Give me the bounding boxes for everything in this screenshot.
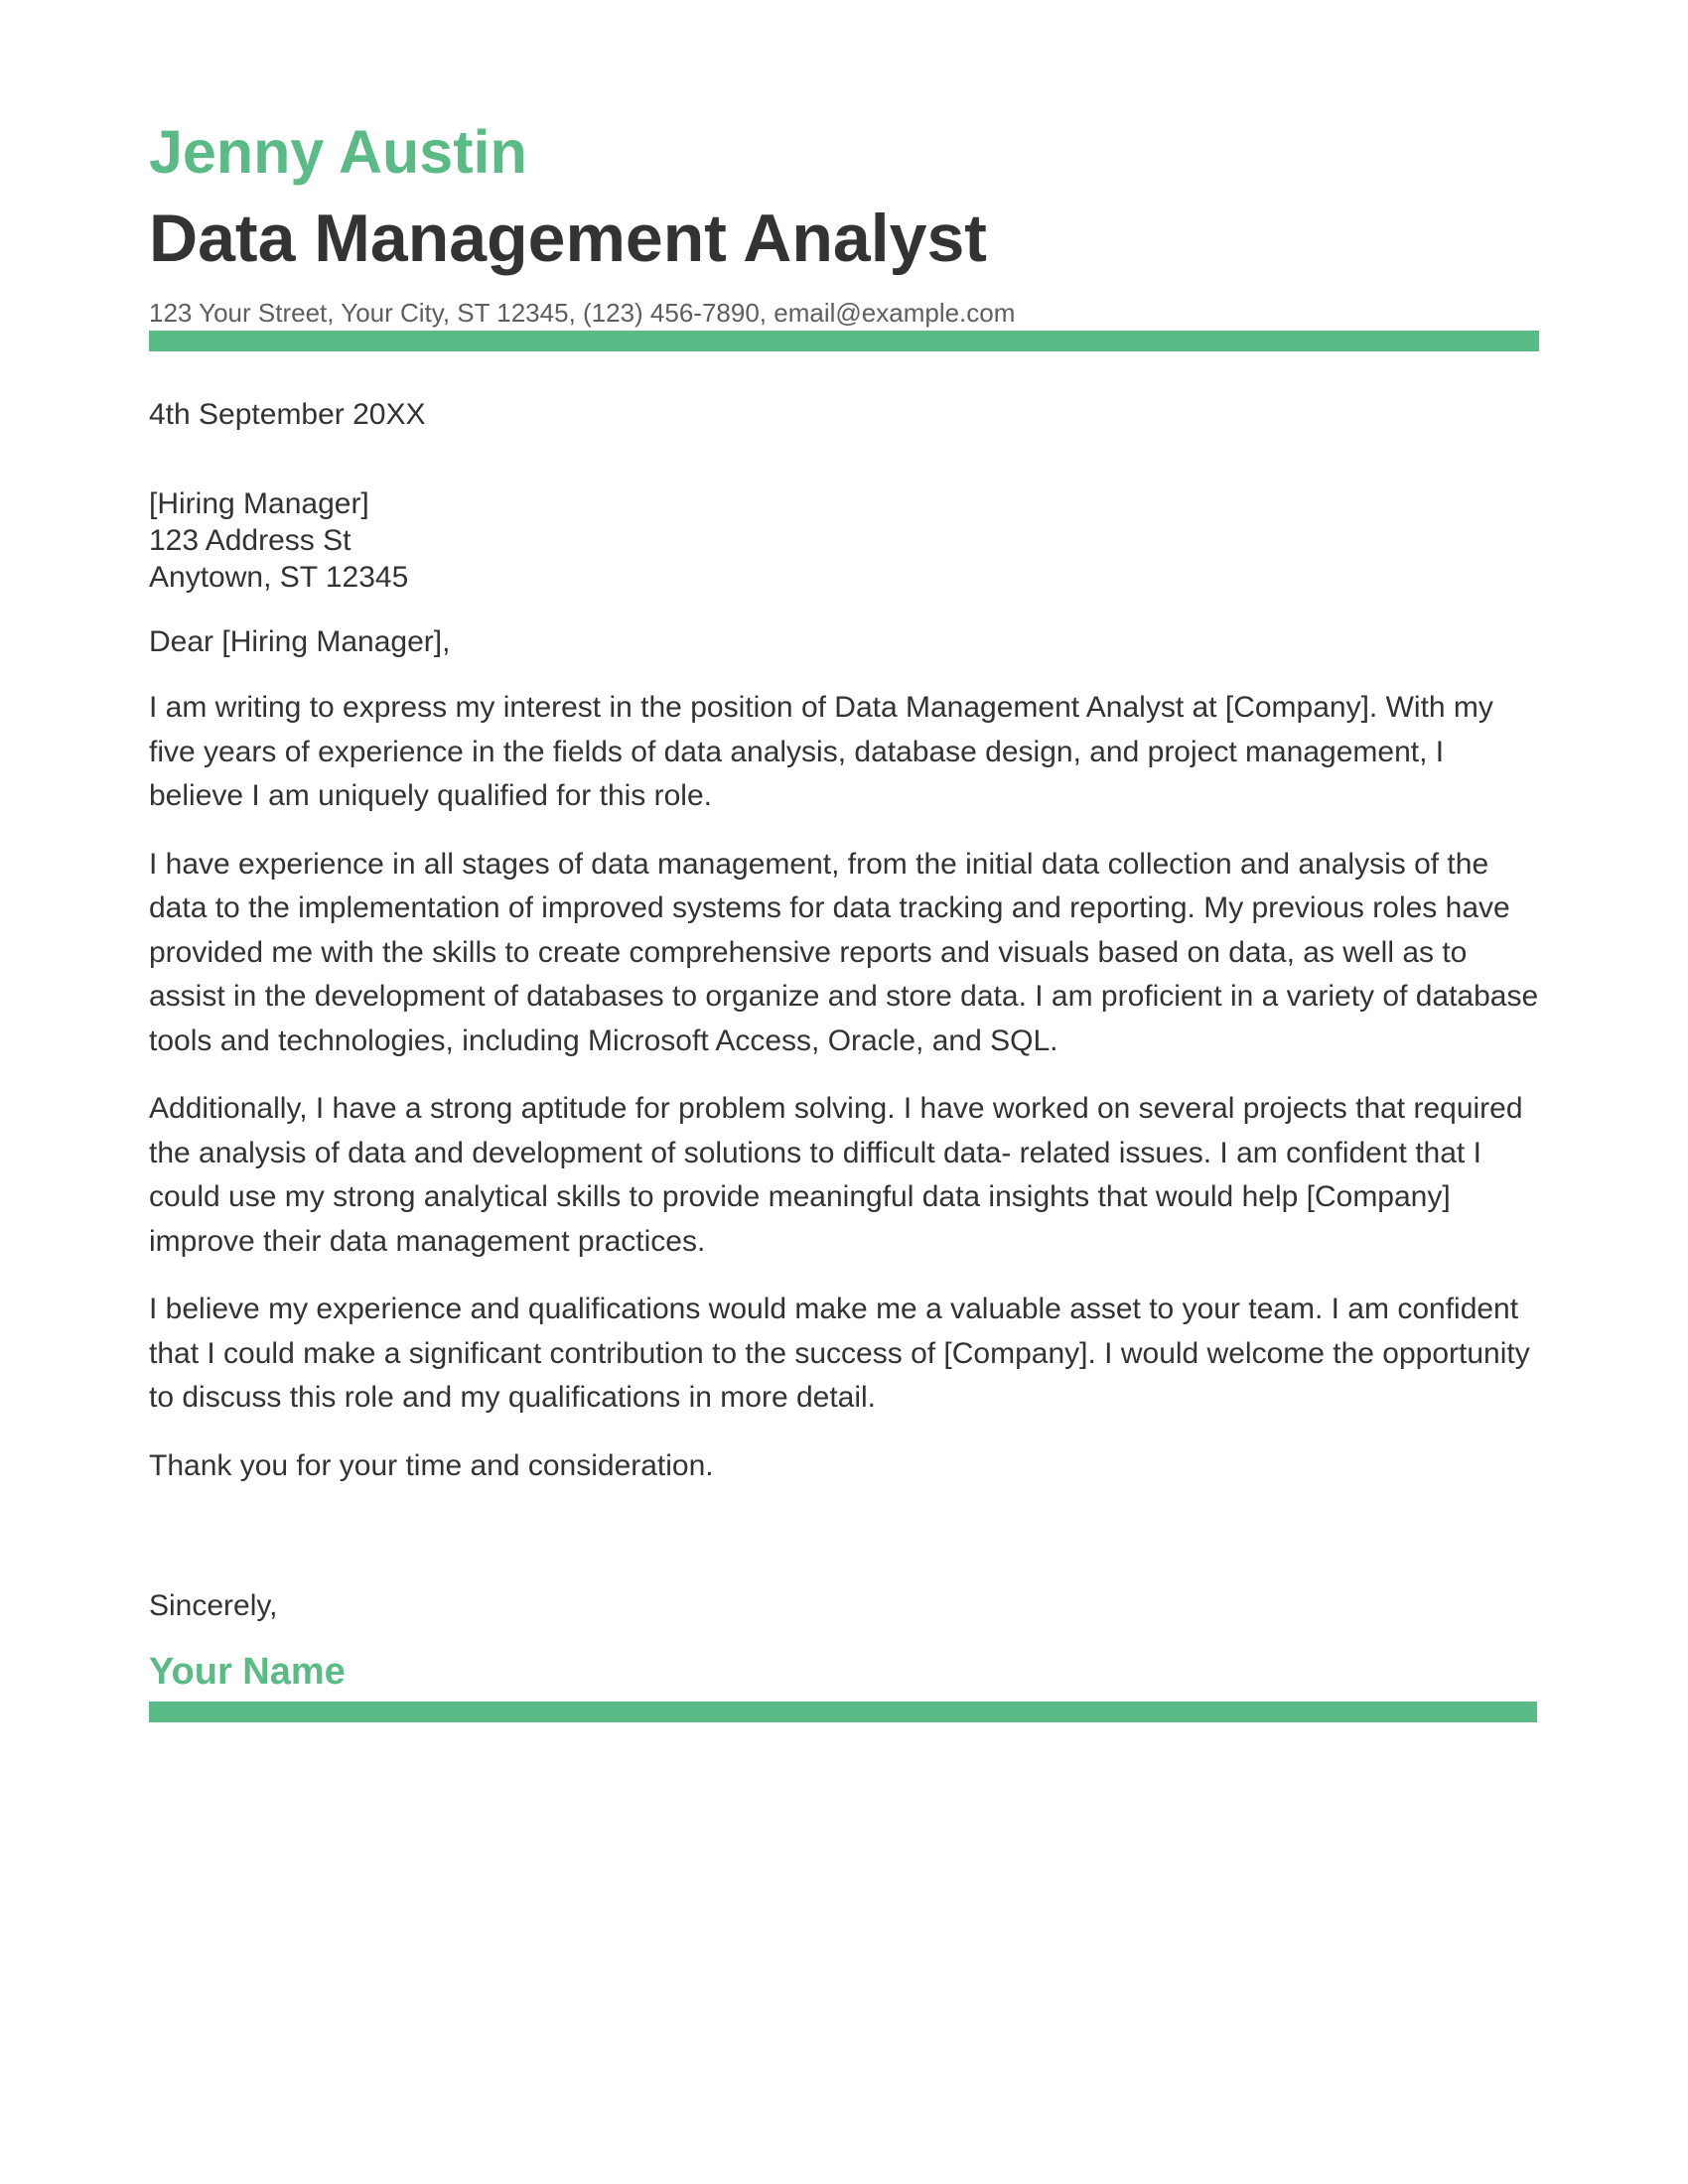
footer-divider: [149, 1702, 1537, 1722]
recipient-name: [Hiring Manager]: [149, 487, 369, 521]
closing-thanks: Thank you for your time and consideration.: [149, 1448, 714, 1482]
letter-date: 4th September 20XX: [149, 398, 426, 432]
applicant-name: Jenny Austin: [149, 118, 527, 186]
salutation: Dear [Hiring Manager],: [149, 625, 451, 659]
contact-info: 123 Your Street, Your City, ST 12345, (123) 456-7890, email@example.com: [149, 297, 1016, 328]
job-title: Data Management Analyst: [149, 201, 987, 277]
body-paragraph-1: I am writing to express my interest in the position of Data Management Analyst at [Company]. With my five years of experience in the fields of data analysis, database design, and project management, I believe I am uniquely qualified for this role.: [149, 691, 1493, 813]
signature-name: Your Name: [149, 1651, 346, 1694]
body-paragraph-4: I believe my experience and qualifications would make me a valuable asset to your team. I am confident that I could make a significant contribution to the success of [Company]. I would welcome the opportunity to discuss this role and my qualifications in more detail.: [149, 1293, 1530, 1415]
recipient-city: Anytown, ST 12345: [149, 561, 409, 595]
sign-off: Sincerely,: [149, 1589, 278, 1623]
recipient-address: [149, 485, 1539, 596]
contact-line: [149, 298, 1539, 329]
header-divider: [149, 331, 1539, 351]
body-paragraph-3: Additionally, I have a strong aptitude for problem solving. I have worked on several projects that required the analysis of data and development of solutions to difficult data- related issues. I am confident that I could use my strong analytical skills to provide meaningful data insights that would help [Company] improve their data management practices.: [149, 1092, 1523, 1258]
letter-content: [149, 119, 1539, 1722]
recipient-street: 123 Address St: [149, 524, 352, 558]
body-paragraph-2: I have experience in all stages of data management, from the initial data collection and analysis of the data to the implementation of improved systems for data tracking and reporting. My previous roles have provided me with the skills to create comprehensive reports and visuals based on data, as well as to assist in the development of databases to organize and store data. I am proficient in a variety of database tools and technologies, including Microsoft Access, Oracle, and SQL.: [149, 847, 1539, 1057]
